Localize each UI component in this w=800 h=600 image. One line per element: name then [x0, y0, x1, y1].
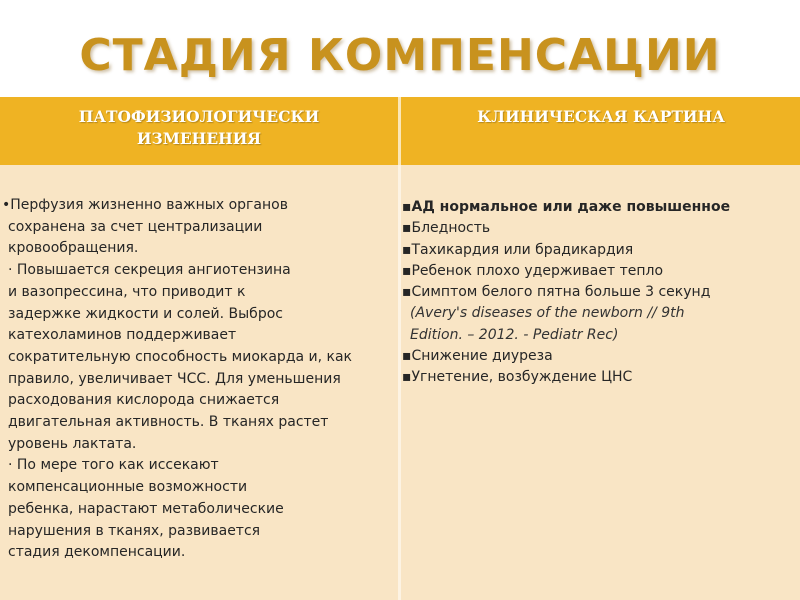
list-item: ▪Симптом белого пятна больше 3 секунд [402, 284, 711, 301]
list-item: ▪Ребенок плохо удерживает тепло [402, 262, 664, 279]
reference-line: (Avery's diseases of the newborn // 9th [410, 305, 685, 322]
pathophysiology-cell [2, 195, 394, 564]
text-line: уровень лактата. [8, 435, 137, 452]
page-title: СТАДИЯ КОМПЕНСАЦИИ [79, 30, 721, 81]
reference-line: Edition. – 2012. - Pediatr Rec) [410, 326, 619, 343]
list-item: ▪Угнетение, возбуждение ЦНС [402, 369, 633, 386]
text-line: нарушения в тканях, развивается [8, 522, 261, 539]
text-line: двигательная активность. В тканях растет [8, 414, 329, 431]
text-line: сохранена за счет централизации [8, 218, 263, 235]
text-line: компенсационные возможности [8, 479, 248, 496]
clinical-picture-cell [402, 197, 798, 389]
text-line: правило, увеличивает ЧСС. Для уменьшения [8, 370, 341, 387]
comparison-table [0, 97, 800, 600]
list-item: ▪Снижение диуреза [402, 348, 553, 365]
text-line: стадия декомпенсации. [8, 544, 186, 561]
text-line: задержке жидкости и солей. Выброс [8, 305, 283, 322]
left-header-line-2: ИЗМЕНЕНИЯ [136, 129, 262, 148]
left-header-line-1: ПАТОФИЗИОЛОГИЧЕСКИ [78, 107, 320, 126]
table-body-row [0, 165, 800, 600]
left-column-header [0, 97, 398, 174]
text-line: · По мере того как иссекают [8, 457, 219, 474]
text-line: катехоламинов поддерживает [8, 327, 237, 344]
list-item: ▪АД нормальное или даже повышенное [402, 199, 731, 215]
text-line: кровообращения. [8, 240, 139, 257]
header-divider [398, 97, 401, 165]
text-line: сократительную способность миокарда и, как [8, 348, 353, 365]
text-line: ребенка, нарастают метаболические [8, 500, 284, 517]
list-item: ▪Бледность [402, 220, 491, 237]
right-column-header: КЛИНИЧЕСКАЯ КАРТИНА [477, 107, 725, 126]
text-line: и вазопрессина, что приводит к [8, 283, 246, 300]
table-header-row [0, 97, 800, 165]
text-line: · Повышается секреция ангиотензина [8, 262, 291, 279]
text-line: расходования кислорода снижается [8, 392, 280, 409]
text-line: •Перфузия жизненно важных органов [2, 197, 288, 213]
body-divider [398, 165, 401, 600]
list-item: ▪Тахикардия или брадикардия [402, 241, 634, 258]
